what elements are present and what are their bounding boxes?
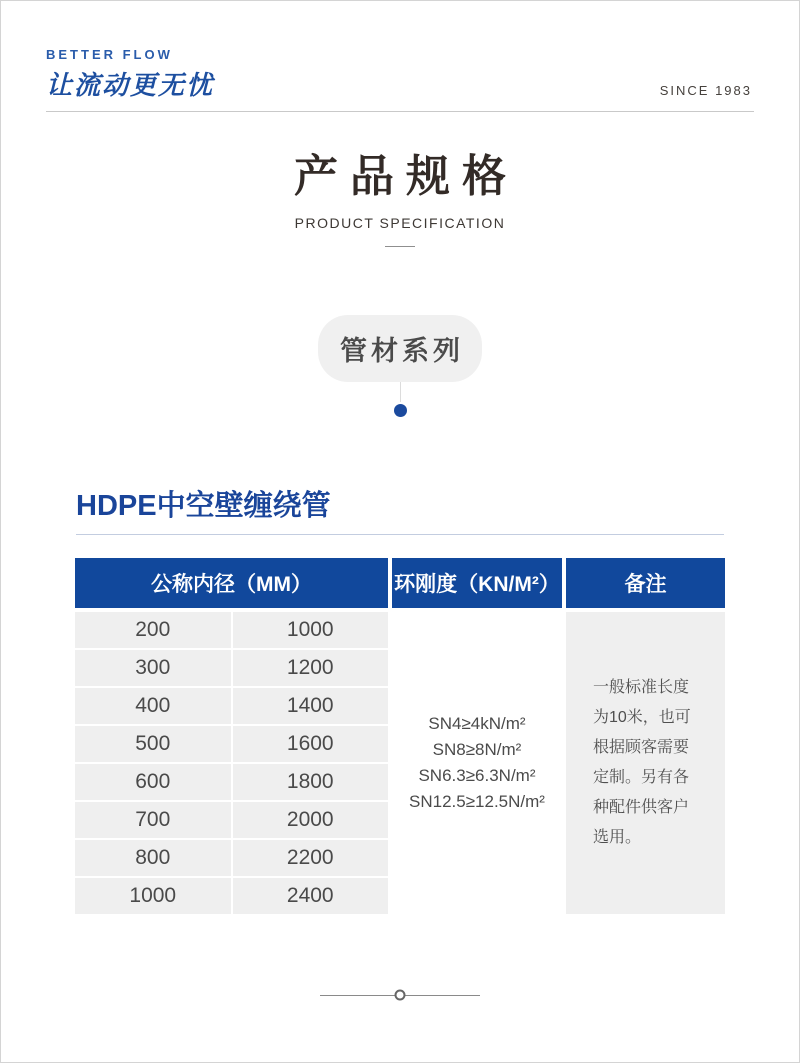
diameter-cell: 1400 [233, 688, 389, 724]
footer-circle-icon [395, 990, 406, 1001]
diameter-cell: 1000 [233, 612, 389, 648]
header-ring-stiffness: 环刚度（KN/M²） [392, 558, 562, 608]
brand-logo [46, 47, 214, 102]
section-heading-block [76, 489, 724, 536]
remark-cell [566, 612, 725, 914]
spec-table [75, 558, 725, 914]
ring-stiffness-line: SN12.5≥12.5N/m² [409, 792, 545, 812]
badge-connector-line [400, 382, 401, 402]
diameter-cell: 1800 [233, 764, 389, 800]
page-header [46, 1, 754, 112]
diameter-cell: 700 [75, 802, 231, 838]
table-row [75, 840, 388, 876]
diameter-cell: 2000 [233, 802, 389, 838]
diameter-cell: 1200 [233, 650, 389, 686]
diameter-cell: 500 [75, 726, 231, 762]
ring-stiffness-line: SN6.3≥6.3N/m² [418, 766, 536, 786]
brand-logo-text: 让流动更无忧 [46, 70, 215, 100]
diameter-cell: 200 [75, 612, 231, 648]
brand-since-label: SINCE 1983 [659, 83, 752, 98]
diameter-cell: 1600 [233, 726, 389, 762]
remark-text: 一般标准长度为10米，也可根据顾客需要定制。另有各种配件供客户选用。 [593, 679, 691, 847]
diameter-cell: 400 [75, 688, 231, 724]
diameter-cell: 300 [75, 650, 231, 686]
table-row [75, 878, 388, 914]
diameter-cell: 800 [75, 840, 231, 876]
section-underline [76, 534, 724, 535]
table-row [75, 688, 388, 724]
page-title: 产品规格 [294, 152, 518, 201]
table-row [75, 726, 388, 762]
table-row [75, 612, 388, 648]
title-block [1, 152, 799, 247]
table-header-row [75, 558, 725, 608]
table-row [75, 650, 388, 686]
badge-dot [394, 404, 407, 417]
ring-stiffness-line: SN4≥4kN/m² [428, 714, 526, 734]
series-badge-block [1, 315, 799, 417]
diameter-cell: 2400 [233, 878, 389, 914]
table-row [75, 764, 388, 800]
table-body [75, 612, 725, 914]
diameter-cell: 2200 [233, 840, 389, 876]
table-row [75, 802, 388, 838]
diameter-cell: 600 [75, 764, 231, 800]
footer-decoration [320, 988, 480, 1002]
section-heading: HDPE中空壁缠绕管 [76, 489, 331, 522]
header-remark: 备注 [566, 558, 725, 608]
ring-stiffness-cell [392, 612, 562, 914]
page-subtitle: PRODUCT SPECIFICATION [294, 214, 506, 231]
header-diameter: 公称内径（MM） [75, 558, 388, 608]
diameter-column [75, 612, 388, 914]
title-divider [385, 246, 415, 247]
brand-tagline-en: BETTER FLOW [46, 47, 173, 62]
diameter-cell: 1000 [75, 878, 231, 914]
ring-stiffness-line: SN8≥8N/m² [432, 740, 522, 760]
series-badge: 管材系列 [318, 315, 482, 382]
